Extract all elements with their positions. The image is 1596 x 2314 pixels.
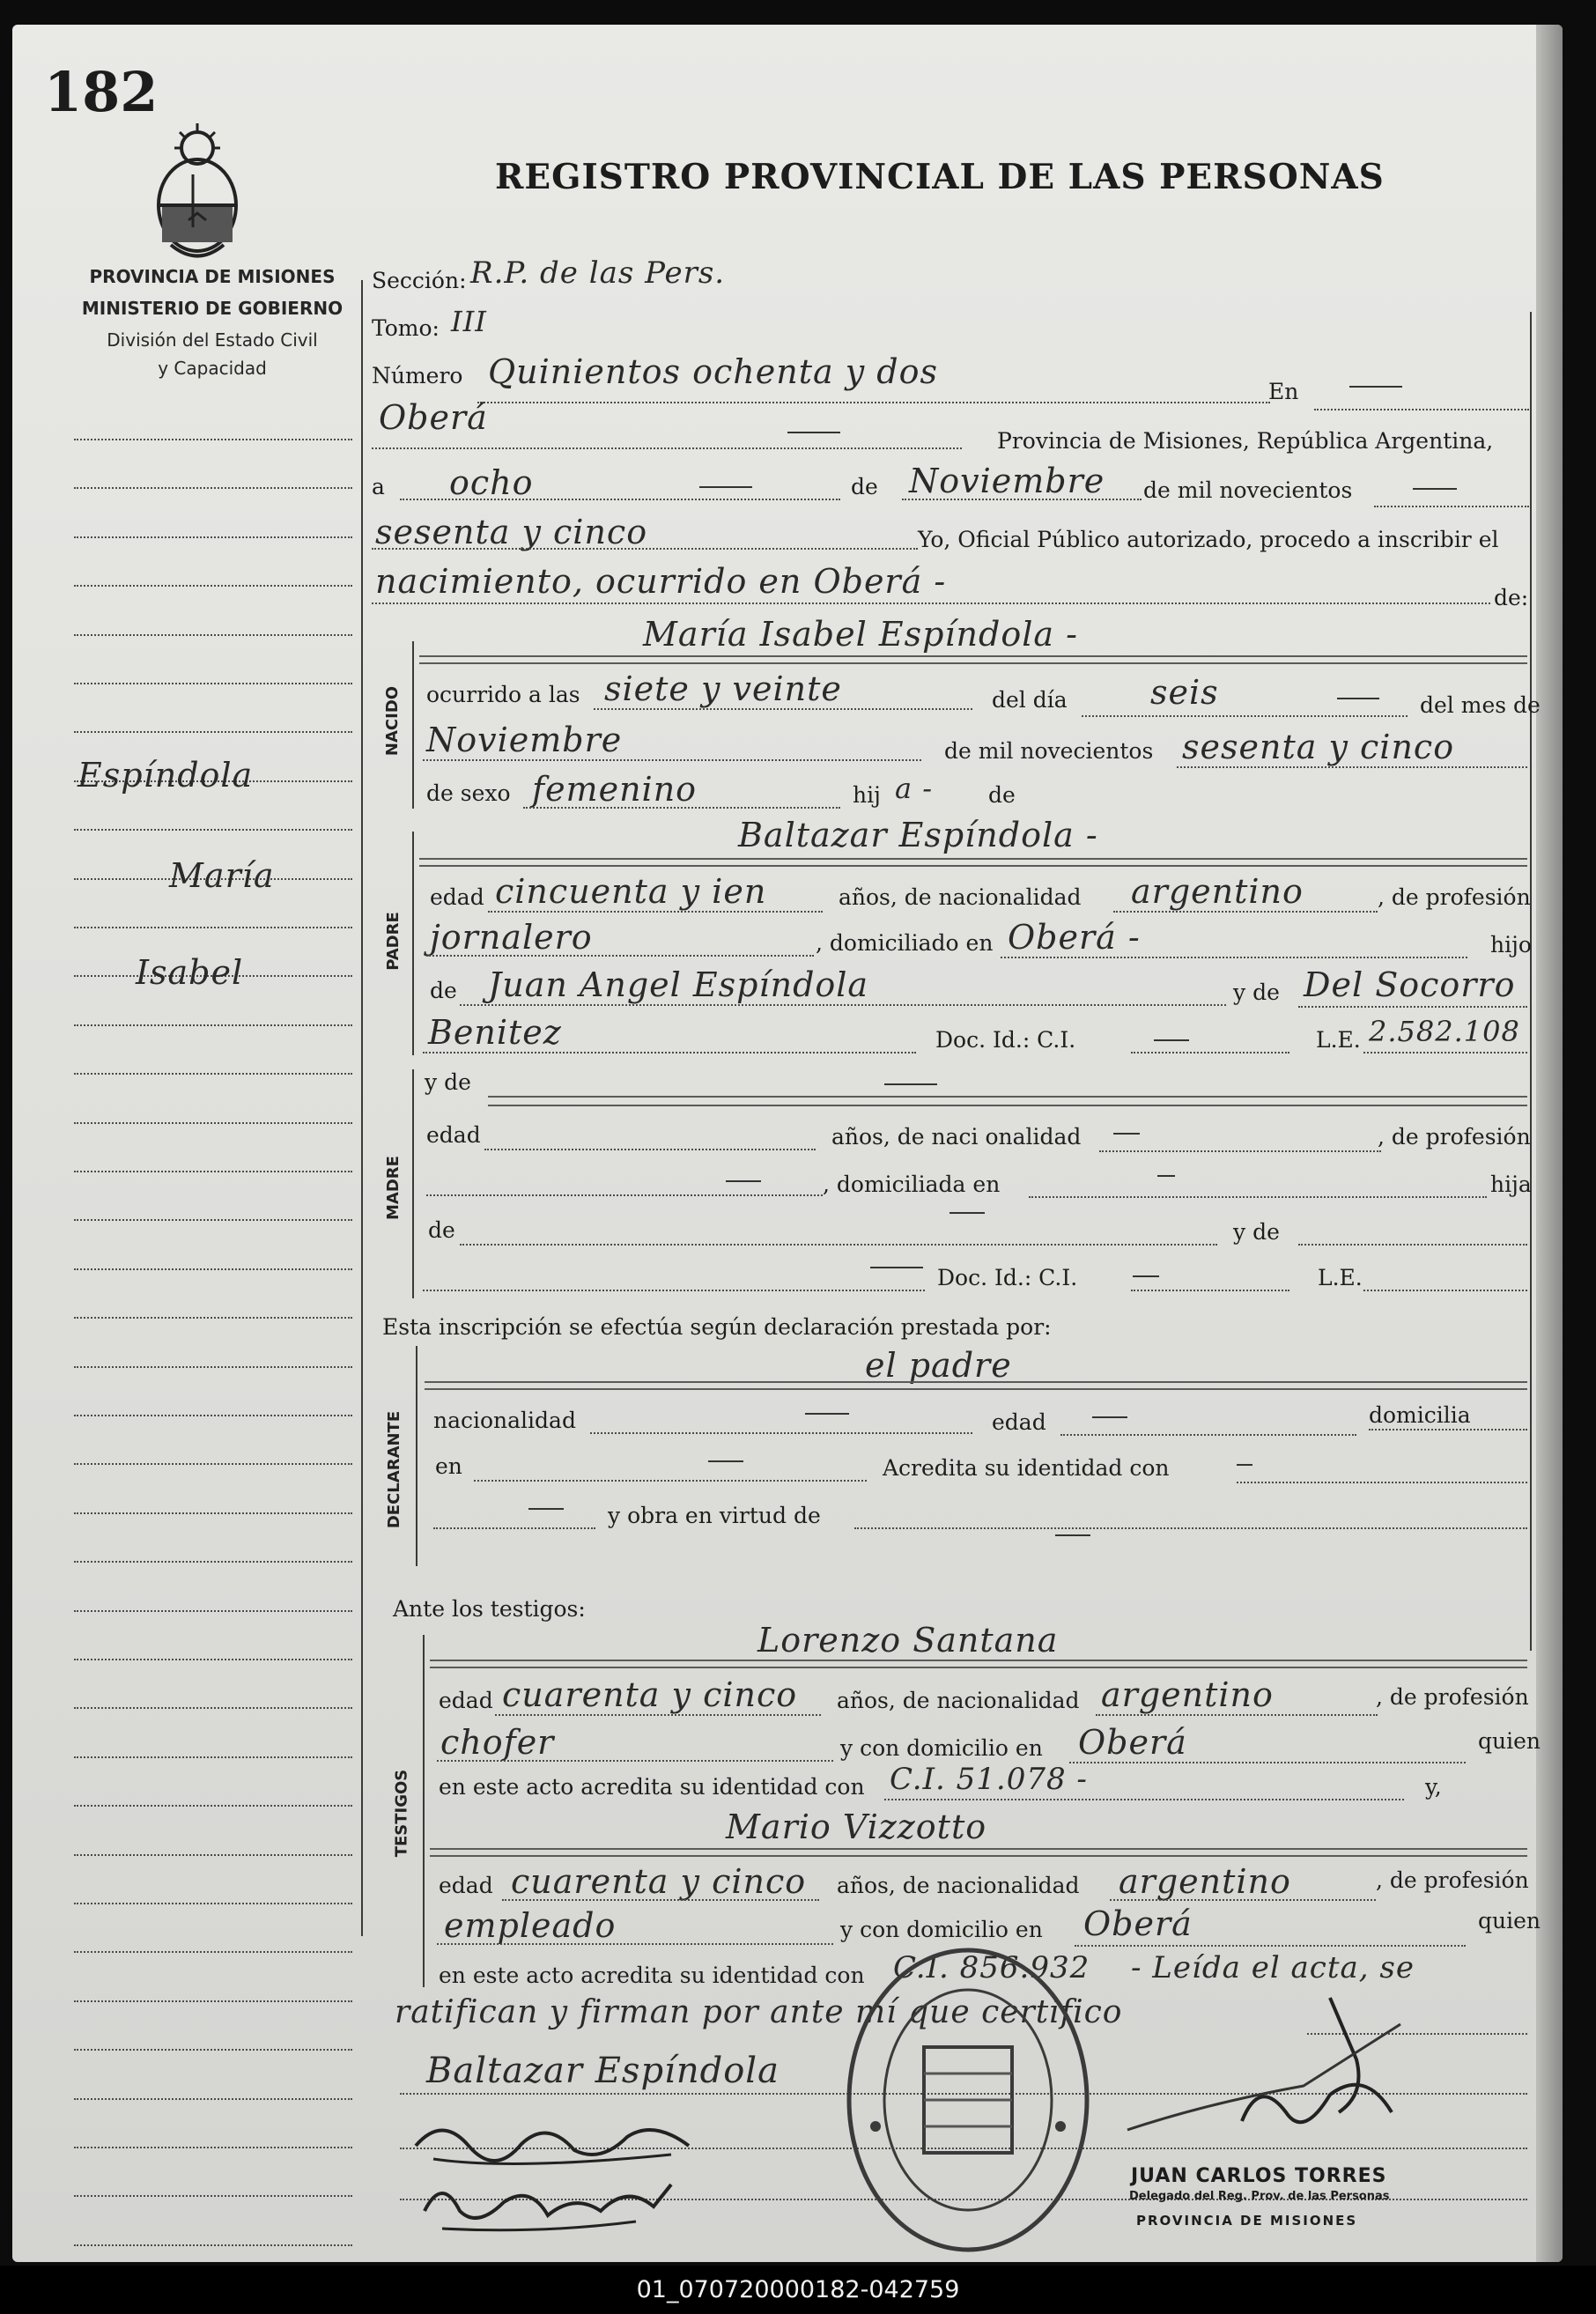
margin-rule bbox=[74, 2000, 352, 2002]
coat-of-arms-icon bbox=[144, 122, 250, 262]
testigo1-y-label: y, bbox=[1425, 1774, 1442, 1800]
margin-rule bbox=[74, 1805, 352, 1807]
declarante-nacionalidad-label: nacionalidad bbox=[433, 1408, 576, 1433]
madre-anios-label: años, de naci onalidad bbox=[831, 1124, 1082, 1150]
madre-doc-label: Doc. Id.: C.I. bbox=[937, 1265, 1078, 1290]
nacido-section-label: NACIDO bbox=[383, 685, 403, 756]
margin-rule bbox=[74, 1659, 352, 1660]
margin-rule bbox=[74, 1317, 352, 1319]
official-signature bbox=[1101, 1989, 1489, 2156]
madre-edad-label: edad bbox=[426, 1122, 481, 1148]
official-stamp-icon bbox=[840, 1941, 1096, 2259]
testigo2-acredita-label: en este acto acredita su identidad con bbox=[439, 1963, 865, 1988]
sexo-label: de sexo bbox=[426, 780, 511, 806]
margin-rule bbox=[74, 1610, 352, 1612]
margin-rule bbox=[74, 2098, 352, 2100]
padre-edad-label: edad bbox=[430, 884, 484, 910]
a-label: a bbox=[372, 474, 385, 499]
testigo1-profesion-value: chofer bbox=[440, 1723, 555, 1762]
testigo1-anios-label: años, de nacionalidad bbox=[837, 1688, 1080, 1713]
official-title: Delegado del Reg. Prov. de las Personas bbox=[1129, 2190, 1390, 2203]
testigo1-nombre-value: Lorenzo Santana bbox=[757, 1621, 1059, 1660]
margin-rule bbox=[74, 1219, 352, 1221]
margin-rule bbox=[74, 1561, 352, 1563]
testigos-intro: Ante los testigos: bbox=[393, 1596, 586, 1622]
margin-rule bbox=[74, 2049, 352, 2051]
seccion-label: Sección: bbox=[372, 268, 467, 293]
org-ministry: MINISTERIO DE GOBIERNO bbox=[81, 298, 344, 319]
madre-yde2-label: y de bbox=[1233, 1219, 1280, 1245]
seccion-value: R.P. de las Pers. bbox=[470, 255, 726, 291]
tomo-label: Tomo: bbox=[372, 315, 440, 341]
margin-rule bbox=[74, 1366, 352, 1368]
numero-value: Quinientos ochenta y dos bbox=[488, 352, 938, 391]
fecha-anio-value: sesenta y cinco bbox=[375, 513, 648, 551]
declarante-section-label: DECLARANTE bbox=[385, 1410, 404, 1528]
margin-rule bbox=[74, 1024, 352, 1026]
padre-domicilio-value: Oberá - bbox=[1008, 918, 1141, 957]
margin-note-name1: María bbox=[169, 856, 275, 895]
acredita-identidad-label: Acredita su identidad con bbox=[883, 1455, 1170, 1481]
testigo2-edad-value: cuarenta y cinco bbox=[511, 1862, 807, 1901]
margin-rule bbox=[74, 1122, 352, 1124]
nacido-nombre-value: María Isabel Espíndola - bbox=[643, 615, 1078, 654]
madre-de-label: de bbox=[428, 1217, 455, 1243]
numero-label: Número bbox=[372, 363, 463, 388]
page-number: 182 bbox=[44, 60, 159, 124]
margin-rule bbox=[74, 634, 352, 636]
abuela-value-2: Benitez bbox=[428, 1013, 562, 1052]
signature-declarante: Baltazar Espíndola bbox=[426, 2051, 780, 2091]
testigo1-doc-value: C.I. 51.078 - bbox=[890, 1762, 1088, 1797]
hij-label: hij bbox=[853, 782, 881, 808]
margin-rule bbox=[74, 829, 352, 831]
padre-domiciliado-label: , domiciliado en bbox=[816, 930, 994, 956]
right-border bbox=[1530, 312, 1532, 1651]
declarante-nombre-value: el padre bbox=[865, 1346, 1012, 1385]
org-division: División del Estado Civil bbox=[107, 329, 318, 351]
margin-rule bbox=[74, 1268, 352, 1270]
margin-rule bbox=[74, 1951, 352, 1953]
yo-oficial-text: Yo, Oficial Público autorizado, procedo a inscribir el bbox=[918, 527, 1499, 552]
testigo2-nombre-value: Mario Vizzotto bbox=[726, 1808, 987, 1846]
testigo2-doc-value: C.I. 856.932 bbox=[893, 1950, 1090, 1985]
madre-le-label: L.E. bbox=[1318, 1265, 1363, 1290]
testigo2-nacionalidad-value: argentino bbox=[1119, 1862, 1291, 1901]
declaracion-intro: Esta inscripción se efectúa según declaración prestada por: bbox=[382, 1314, 1052, 1340]
padre-le-value: 2.582.108 bbox=[1369, 1015, 1520, 1048]
fecha-mes-value: Noviembre bbox=[909, 462, 1105, 500]
abuelo-value: Juan Angel Espíndola bbox=[488, 965, 869, 1004]
margin-rule bbox=[74, 2195, 352, 2197]
margin-rule bbox=[74, 2147, 352, 2148]
witness-signature-1 bbox=[407, 2111, 724, 2172]
abuela-value: Del Socorro bbox=[1304, 965, 1516, 1004]
margin-rule bbox=[74, 731, 352, 733]
margin-rule bbox=[74, 1512, 352, 1514]
margin-rule bbox=[74, 487, 352, 489]
margin-rule bbox=[74, 1463, 352, 1465]
de-colon-label: de: bbox=[1494, 585, 1529, 610]
official-name: JUAN CARLOS TORRES bbox=[1131, 2165, 1387, 2187]
document-title: REGISTRO PROVINCIAL DE LAS PERSONAS bbox=[495, 157, 1385, 197]
del-mes-label: del mes de bbox=[1420, 692, 1541, 718]
margin-rule bbox=[74, 1903, 352, 1904]
margin-rule bbox=[74, 585, 352, 587]
margin-rule bbox=[74, 439, 352, 440]
madre-yde-label: y de bbox=[425, 1069, 471, 1095]
margin-rule bbox=[74, 1171, 352, 1172]
padre-section-label: PADRE bbox=[383, 911, 403, 971]
column-divider bbox=[361, 280, 363, 1936]
acto-value: nacimiento, ocurrido en Oberá - bbox=[375, 562, 947, 601]
testigo2-anios-label: años, de nacionalidad bbox=[837, 1873, 1080, 1898]
en-label: En bbox=[1268, 379, 1299, 404]
declarante-en-label: en bbox=[435, 1453, 462, 1479]
tomo-value: III bbox=[451, 305, 487, 338]
padre-profesion-value: jornalero bbox=[430, 918, 593, 957]
witness-signature-2 bbox=[407, 2167, 698, 2237]
dia-value: seis bbox=[1150, 673, 1219, 712]
en-value: Oberá bbox=[379, 398, 488, 437]
testigo2-domicilio-value: Oberá bbox=[1083, 1904, 1193, 1943]
testigo2-quien-label: quien bbox=[1478, 1908, 1541, 1933]
testigo1-quien-label: quien bbox=[1478, 1728, 1541, 1754]
org-capacity: y Capacidad bbox=[158, 358, 267, 379]
margin-rule bbox=[74, 1707, 352, 1709]
hora-value: siete y veinte bbox=[604, 669, 842, 708]
padre-nacionalidad-value: argentino bbox=[1131, 872, 1304, 911]
testigo1-edad-label: edad bbox=[439, 1688, 493, 1713]
testigo2-domicilio-label: y con domicilio en bbox=[840, 1917, 1043, 1942]
padre-profesion-label: , de profesión bbox=[1378, 884, 1531, 910]
margin-rule bbox=[74, 1756, 352, 1758]
padre-nombre-value: Baltazar Espíndola - bbox=[738, 816, 1098, 854]
testigo1-domicilio-label: y con domicilio en bbox=[840, 1735, 1043, 1761]
testigo2-profesion-label: , de profesión bbox=[1376, 1867, 1529, 1893]
testigo1-profesion-label: , de profesión bbox=[1376, 1684, 1529, 1710]
padre-yde-label: y de bbox=[1233, 980, 1280, 1005]
mil-novecientos-label: de mil novecientos bbox=[1143, 477, 1353, 503]
fecha-dia-value: ocho bbox=[449, 463, 534, 502]
padre-doc-label: Doc. Id.: C.I. bbox=[935, 1027, 1076, 1053]
ocurrido-label: ocurrido a las bbox=[426, 682, 580, 707]
testigo1-nacionalidad-value: argentino bbox=[1101, 1675, 1274, 1714]
hij-de-label: de bbox=[988, 782, 1016, 808]
mil-novecientos-label-2: de mil novecientos bbox=[944, 738, 1154, 764]
padre-de-label: de bbox=[430, 978, 457, 1003]
testigo2-edad-label: edad bbox=[439, 1873, 493, 1898]
del-dia-label: del día bbox=[992, 687, 1068, 713]
closing-line-2: ratifican y firman por ante mí que certifico bbox=[395, 1994, 1123, 2030]
margin-rule bbox=[74, 1854, 352, 1856]
obra-en-virtud-label: y obra en virtud de bbox=[608, 1503, 821, 1528]
testigo1-acredita-label: en este acto acredita su identidad con bbox=[439, 1774, 865, 1800]
padre-edad-value: cincuenta y ien bbox=[495, 872, 767, 911]
declarante-edad-label: edad bbox=[992, 1409, 1046, 1435]
testigo1-edad-value: cuarenta y cinco bbox=[502, 1675, 798, 1714]
madre-profesion-label: , de profesión bbox=[1378, 1124, 1531, 1150]
margin-rule bbox=[74, 927, 352, 928]
padre-hijo-label: hijo bbox=[1490, 932, 1532, 957]
margin-note-surname: Espíndola bbox=[78, 756, 254, 795]
provincia-text: Provincia de Misiones, República Argentina, bbox=[997, 428, 1494, 454]
padre-anios-label: años, de nacionalidad bbox=[839, 884, 1082, 910]
margin-rule bbox=[74, 536, 352, 538]
sexo-value: femenino bbox=[532, 770, 698, 809]
padre-le-label: L.E. bbox=[1316, 1027, 1361, 1053]
de-label: de bbox=[851, 474, 878, 499]
mes-value: Noviembre bbox=[426, 721, 623, 759]
margin-rule bbox=[74, 2244, 352, 2246]
org-province: PROVINCIA DE MISIONES bbox=[89, 266, 336, 287]
declarante-domicilia-label: domicilia bbox=[1369, 1402, 1471, 1428]
madre-domiciliada-label: , domiciliada en bbox=[823, 1172, 1001, 1197]
testigo1-domicilio-value: Oberá bbox=[1078, 1723, 1187, 1762]
margin-rule bbox=[74, 1415, 352, 1416]
nacido-anio-value: sesenta y cinco bbox=[1182, 728, 1455, 766]
image-code-footer: 01_070720000182-042759 bbox=[0, 2266, 1596, 2314]
madre-section-label: MADRE bbox=[383, 1155, 403, 1220]
testigo2-profesion-value: empleado bbox=[444, 1906, 617, 1945]
official-province: PROVINCIA DE MISIONES bbox=[1136, 2213, 1358, 2229]
margin-note-name2: Isabel bbox=[136, 953, 244, 992]
closing-line-1: - Leída el acta, se bbox=[1131, 1950, 1415, 1985]
hij-value: a - bbox=[895, 772, 934, 805]
margin-rule bbox=[74, 1073, 352, 1075]
madre-hija-label: hija bbox=[1490, 1172, 1532, 1197]
document-page bbox=[12, 25, 1563, 2262]
margin-rule bbox=[74, 683, 352, 684]
testigos-section-label: TESTIGOS bbox=[392, 1769, 411, 1857]
